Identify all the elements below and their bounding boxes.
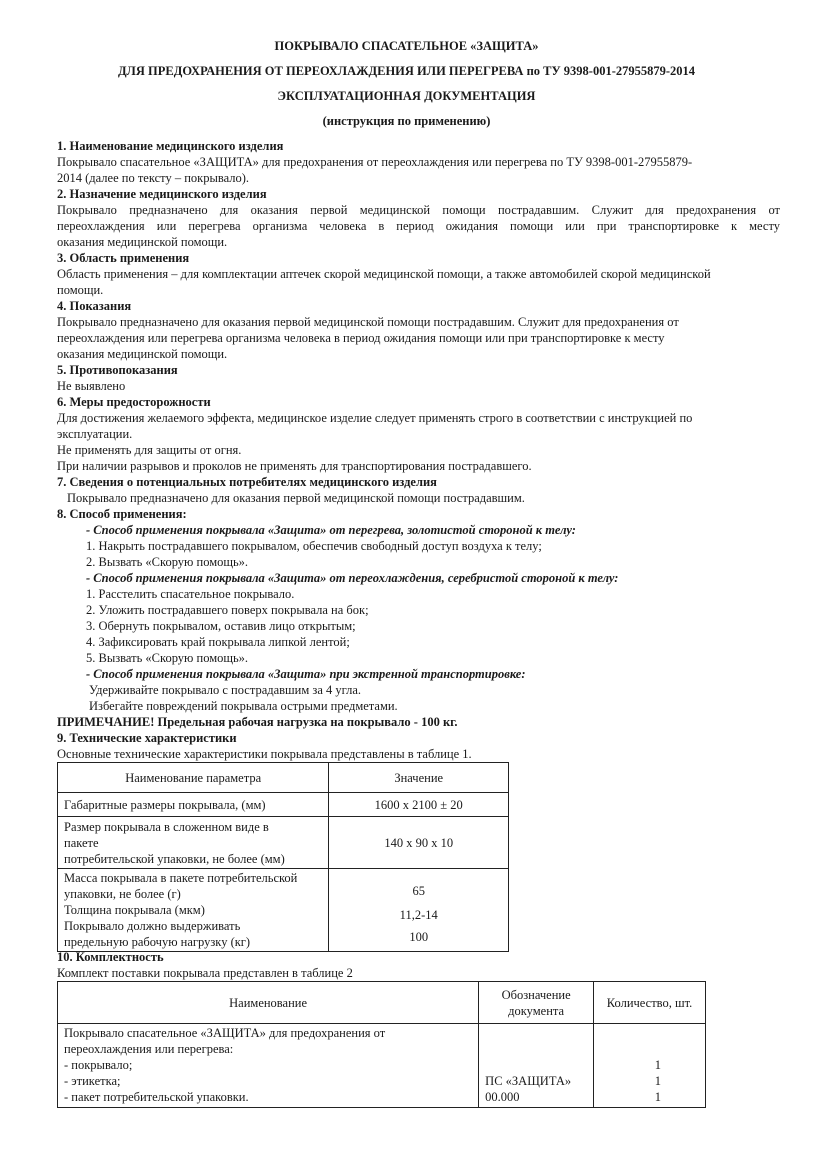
section-6-text: Для достижения желаемого эффекта, медицинское изделие следует применять строго в соответствии с инструкцией по	[57, 411, 693, 425]
cell-line: предельную рабочую нагрузку (кг)	[64, 935, 251, 949]
table-cell	[329, 869, 509, 952]
cell-line: Покрывало спасательное «ЗАЩИТА» для предохранения от	[64, 1026, 386, 1040]
section-1-text: Покрывало спасательное «ЗАЩИТА» для предохранения от переохлаждения или перегрева по ТУ 9398-001-27955879-	[57, 155, 693, 169]
cell-line: 1	[654, 1090, 661, 1104]
section-6-heading: 6. Меры предосторожности	[57, 395, 211, 409]
cell-line: 00.000	[485, 1090, 520, 1104]
section-4-text: Покрывало предназначено для оказания первой медицинской помощи пострадавшим. Служит для предохранения от	[57, 315, 679, 329]
section-3-text: Область применения – для комплектации аптечек скорой медицинской помощи, а также автомобилей скорой медицинской	[57, 267, 711, 281]
section-2-text: переохлаждения или перегрева организма человека в период ожидания помощи или при транспортировке к месту	[57, 219, 780, 233]
section-4-heading: 4. Показания	[57, 299, 132, 313]
cell-line: 1	[654, 1058, 661, 1072]
list-item: 5. Вызвать «Скорую помощь».	[86, 651, 249, 665]
method-1-title: - Способ применения покрывала «Защита» от перегрева, золотистой стороной к телу:	[86, 523, 576, 537]
cell-line: - этикетка;	[64, 1074, 121, 1088]
section-7-heading: 7. Сведения о потенциальных потребителях медицинского изделия	[57, 475, 437, 489]
table-header-row	[58, 763, 509, 793]
section-2-text: Покрывало предназначено для оказания первой медицинской помощи пострадавшим. Служит для предохранения от	[57, 203, 780, 217]
document-title-line3: ЭКСПЛУАТАЦИОННАЯ ДОКУМЕНТАЦИЯ	[277, 89, 536, 103]
list-item: 1. Расстелить спасательное покрывало.	[86, 587, 295, 601]
cell-line: Толщина покрывала (мкм)	[64, 903, 205, 917]
cell-line: переохлаждения или перегрева:	[64, 1042, 234, 1056]
column-header: Наименование	[58, 982, 479, 1024]
delivery-set-table	[57, 981, 706, 1108]
section-2-heading: 2. Назначение медицинского изделия	[57, 187, 267, 201]
cell-line: 65	[412, 884, 425, 898]
cell-line: - покрывало;	[64, 1058, 133, 1072]
table-cell	[594, 1024, 706, 1108]
section-4-text: оказания медицинской помощи.	[57, 347, 228, 361]
cell-line: упаковки, не более (г)	[64, 887, 181, 901]
table-cell: 1600 х 2100 ± 20	[329, 793, 509, 817]
table-cell	[58, 1024, 479, 1108]
list-item: Удерживайте покрывало с пострадавшим за 4 угла.	[89, 683, 362, 697]
section-7-text: Покрывало предназначено для оказания первой медицинской помощи пострадавшим.	[67, 491, 525, 505]
section-6-text: При наличии разрывов и проколов не применять для транспортирования пострадавшего.	[57, 459, 532, 473]
table-cell: Габаритные размеры покрывала, (мм)	[58, 793, 329, 817]
column-header: Значение	[329, 763, 509, 793]
column-header: Количество, шт.	[594, 982, 706, 1024]
cell-line: пакете	[64, 835, 99, 850]
column-header	[479, 982, 594, 1024]
section-9-intro: Основные технические характеристики покрывала представлены в таблице 1.	[57, 747, 472, 761]
section-8-heading: 8. Способ применения:	[57, 507, 187, 521]
section-3-heading: 3. Область применения	[57, 251, 190, 265]
load-note: ПРИМЕЧАНИЕ! Предельная рабочая нагрузка на покрывало - 100 кг.	[57, 715, 458, 729]
method-3-title: - Способ применения покрывала «Защита» при экстренной транспортировке:	[86, 667, 526, 681]
document-title-line2: ДЛЯ ПРЕДОХРАНЕНИЯ ОТ ПЕРЕОХЛАЖДЕНИЯ ИЛИ ПЕРЕГРЕВА по ТУ 9398-001-27955879-2014	[117, 64, 696, 78]
tech-specs-table	[57, 762, 509, 952]
table-row	[58, 817, 509, 869]
cell-line: ПС «ЗАЩИТА»	[485, 1074, 572, 1088]
section-6-text: эксплуатации.	[57, 427, 133, 441]
table-row	[58, 1024, 706, 1108]
method-2-title: - Способ применения покрывала «Защита» от переохлаждения, серебристой стороной к телу:	[86, 571, 619, 585]
cell-line: Масса покрывала в пакете потребительской	[64, 871, 298, 885]
section-6-text: Не применять для защиты от огня.	[57, 443, 242, 457]
cell-line: Покрывало должно выдерживать	[64, 919, 241, 933]
section-1-text: 2014 (далее по тексту – покрывало).	[57, 171, 250, 185]
table-cell	[479, 1024, 594, 1108]
table-row	[58, 869, 509, 952]
document-subtitle: (инструкция по применению)	[322, 114, 491, 128]
section-9-heading: 9. Технические характеристики	[57, 731, 237, 745]
list-item: Избегайте повреждений покрывала острыми предметами.	[89, 699, 398, 713]
table-cell	[58, 817, 329, 869]
column-header: Наименование параметра	[58, 763, 329, 793]
section-5-heading: 5. Противопоказания	[57, 363, 178, 377]
document-title: ПОКРЫВАЛО СПАСАТЕЛЬНОЕ «ЗАЩИТА»	[274, 39, 539, 53]
table-header-row	[58, 982, 706, 1024]
cell-line: 100	[409, 930, 429, 944]
cell-line: потребительской упаковки, не более (мм)	[64, 851, 285, 866]
list-item: 3. Обернуть покрывалом, оставив лицо открытым;	[86, 619, 356, 633]
section-2-text: оказания медицинской помощи.	[57, 235, 228, 249]
table-cell: 140 х 90 х 10	[329, 817, 509, 869]
section-10-heading: 10. Комплектность	[57, 950, 164, 964]
cell-line: 1	[654, 1074, 661, 1088]
section-5-text: Не выявлено	[57, 379, 126, 393]
cell-line: документа	[508, 1003, 565, 1018]
table-cell	[58, 869, 329, 952]
cell-line: Размер покрывала в сложенном виде в	[64, 819, 269, 834]
cell-line: 11,2-14	[399, 908, 438, 922]
cell-line: Обозначение	[501, 987, 571, 1002]
list-item: 4. Зафиксировать край покрывала липкой лентой;	[86, 635, 350, 649]
section-3-text: помощи.	[57, 283, 104, 297]
cell-line: - пакет потребительской упаковки.	[64, 1090, 249, 1104]
section-1-heading: 1. Наименование медицинского изделия	[57, 139, 284, 153]
section-10-intro: Комплект поставки покрывала представлен в таблице 2	[57, 966, 353, 980]
section-4-text: переохлаждения или перегрева организма человека в период ожидания помощи или при транспортировке к месту	[57, 331, 665, 345]
list-item: 2. Уложить пострадавшего поверх покрывала на бок;	[86, 603, 369, 617]
table-row	[58, 793, 509, 817]
list-item: 1. Накрыть пострадавшего покрывалом, обеспечив свободный доступ воздуха к телу;	[86, 539, 542, 553]
list-item: 2. Вызвать «Скорую помощь».	[86, 555, 249, 569]
